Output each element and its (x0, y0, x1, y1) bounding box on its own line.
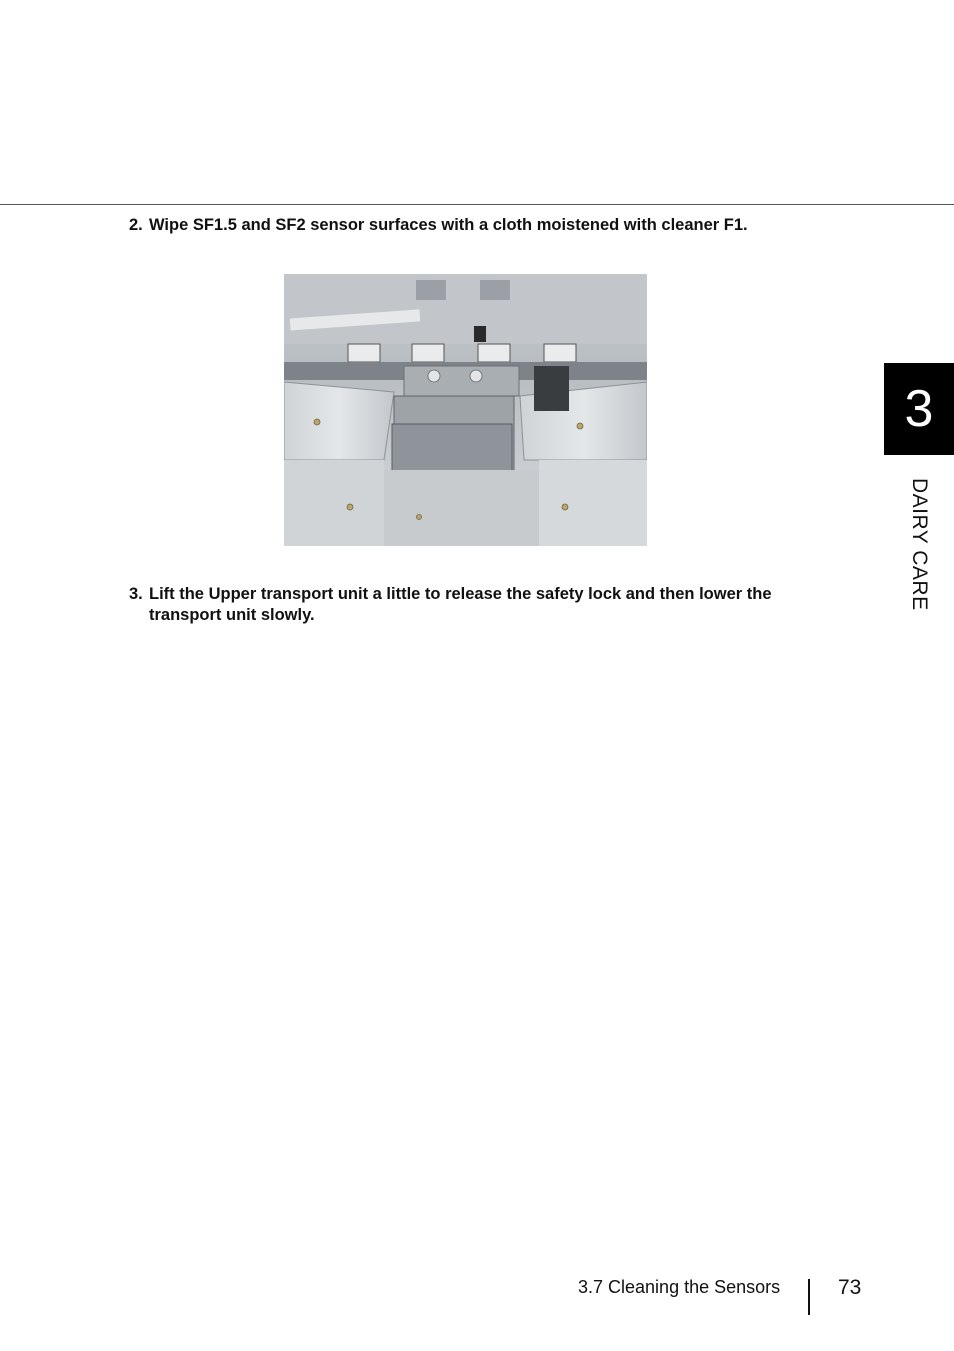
step-text-line-2: transport unit slowly. (149, 606, 315, 624)
chapter-title: DAIRY CARE (908, 478, 931, 611)
footer-section-title: 3.7 Cleaning the Sensors (578, 1277, 781, 1297)
step-3 (129, 584, 849, 626)
step-number: 3. (129, 585, 143, 603)
scanner-sensor-photo (284, 274, 647, 546)
chapter-number-tab: 3 (884, 363, 954, 455)
step-text-line-1: Lift the Upper transport unit a little to release the safety lock and then lower the (149, 585, 772, 603)
header-rule (0, 204, 954, 205)
step-2 (129, 215, 748, 236)
footer-divider (808, 1279, 810, 1315)
page-number: 73 (838, 1276, 862, 1299)
step-number: 2. (129, 216, 143, 234)
step-text: Wipe SF1.5 and SF2 sensor surfaces with a cloth moistened with cleaner F1. (149, 216, 748, 234)
